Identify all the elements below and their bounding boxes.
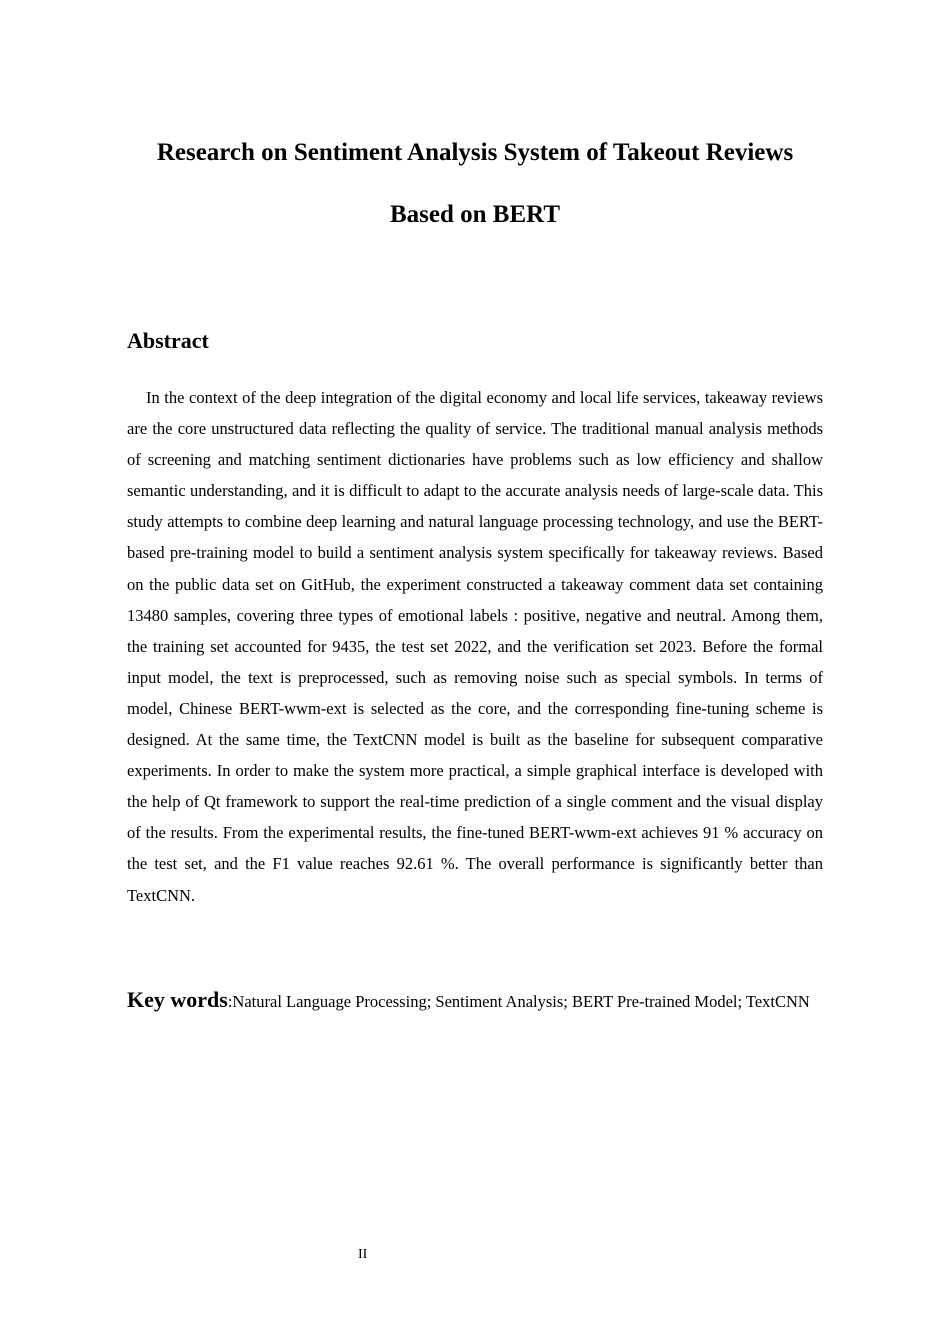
keywords-text: Natural Language Processing; Sentiment Analysis; BERT Pre-trained Model; TextCNN <box>232 992 810 1011</box>
paper-title-line-1: Research on Sentiment Analysis System of Takeout Reviews <box>156 139 794 166</box>
keywords-colon: : <box>227 992 233 1011</box>
keywords-line <box>127 985 847 1018</box>
keywords-label: Key words <box>127 987 228 1012</box>
paper-title-line-2: Based on BERT <box>389 201 560 228</box>
abstract-heading: Abstract <box>127 328 209 353</box>
page-number: II <box>358 1247 368 1262</box>
abstract-body: In the context of the deep integration of the digital economy and local life services, takeaway reviews are the core unstructured data reflecting the quality of service. The traditional manual analysis methods of screening and matching sentiment dictionaries have problems such as low efficiency and shallow semantic understanding, and it is difficult to adapt to the accurate analysis needs of large-scale data. This study attempts to combine deep learning and natural language processing technology, and use the BERT-based pre-training model to build a sentiment analysis system specifically for takeaway reviews. Based on the public data set on GitHub, the experiment constructed a takeaway comment data set containing 13480 samples, covering three types of emotional labels : positive, negative and neutral. Among them, the training set accounted for 9435, the test set 2022, and the verification set 2023. Before the formal input model, the text is preprocessed, such as removing noise such as special symbols. In terms of model, Chinese BERT-wwm-ext is selected as the core, and the corresponding fine-tuning scheme is designed. At the same time, the TextCNN model is built as the baseline for subsequent comparative experiments. In order to make the system more practical, a simple graphical interface is developed with the help of Qt framework to support the real-time prediction of a single comment and the visual display of the results. From the experimental results, the fine-tuned BERT-wwm-ext achieves 91 % accuracy on the test set, and the F1 value reaches 92.61 %. The overall performance is significantly better than TextCNN. <box>127 388 823 905</box>
